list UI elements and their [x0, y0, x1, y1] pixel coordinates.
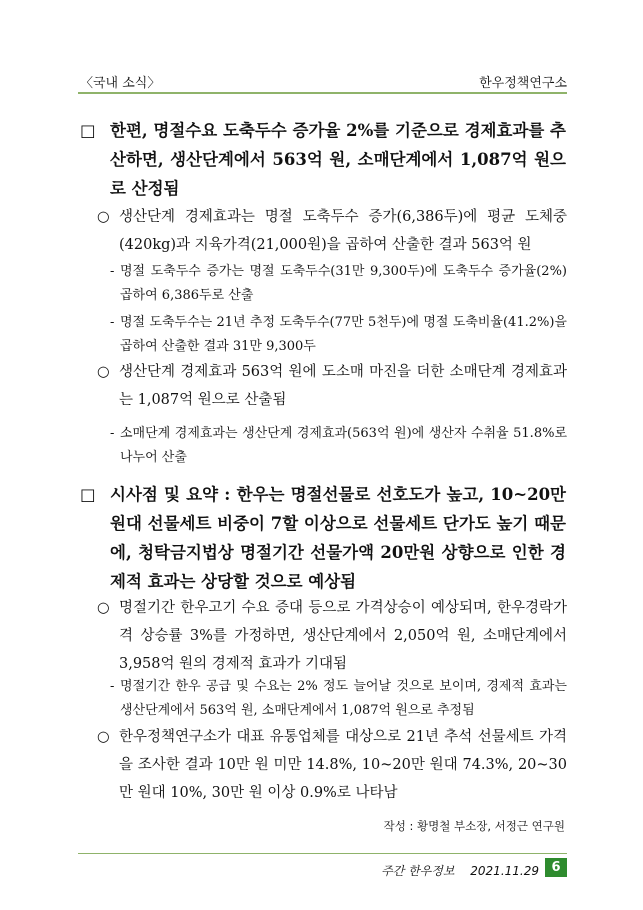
note-supply-demand [110, 675, 567, 723]
dash-bullet-icon: - [110, 315, 115, 330]
bullet-text: 한우정책연구소가 대표 유통업체를 대상으로 21년 추석 선물세트 가격을 조사한 결과 10만 원 미만 14.8%, 10~20만 원대 74.3%, 20~30만 원대 10%, 30만 원 이상 0.9%로 나타남 [119, 729, 567, 801]
section-text: 시사점 및 요약 : 한우는 명절선물로 선호도가 높고, 10~20만 원대 선물세트 비중이 7할 이상으로 선물세트 단가도 높기 때문에, 청탁금지법상 명절기간 선물가액 20만원 상향으로 인한 경제적 효과는 상당할 것으로 예상됨 [110, 485, 566, 591]
note-text: 명절 도축두수 증가는 명절 도축두수(31만 9,300두)에 도축두수 증가율(2%) 곱하여 6,386두로 산출 [120, 264, 567, 303]
circle-bullet-icon: ○ [97, 729, 110, 745]
page-header [80, 72, 567, 92]
bullet-gift-set-survey [97, 723, 567, 807]
header-divider [78, 92, 567, 94]
bullet-text: 생산단계 경제효과는 명절 도축두수 증가(6,386두)에 평균 도체중(420kg)과 지육가격(21,000원)을 곱하여 산출한 결과 563억 원 [119, 209, 567, 253]
author-credit: 작성 : 황명철 부소장, 서정근 연구원 [383, 819, 565, 833]
circle-bullet-icon: ○ [97, 209, 110, 225]
footer-date: 2021.11.29 [470, 864, 539, 878]
note-slaughter-count [110, 311, 567, 359]
note-retail-calculation [110, 422, 567, 470]
note-text: 명절기간 한우 공급 및 수요는 2% 정도 늘어날 것으로 보이며, 경제적 효과는 생산단계에서 563억 원, 소매단계에서 1,087억 원으로 추정됨 [120, 679, 567, 718]
bullet-price-rise [97, 594, 567, 678]
note-slaughter-increase [110, 260, 567, 308]
square-bullet-icon: □ [80, 121, 96, 140]
section-economic-effect [80, 116, 566, 203]
dash-bullet-icon: - [110, 426, 115, 441]
header-section-label: 〈국내 소식〉 [80, 76, 161, 91]
note-text: 명절 도축두수는 21년 추정 도축두수(77만 5천두)에 명절 도축비율(41.2%)을 곱하여 산출한 결과 31만 9,300두 [120, 315, 567, 354]
dash-bullet-icon: - [110, 264, 115, 279]
header-organization: 한우정책연구소 [479, 76, 567, 91]
bullet-text: 생산단계 경제효과 563억 원에 도소매 마진을 더한 소매단계 경제효과는 1,087억 원으로 산출됨 [119, 364, 567, 408]
bullet-production-effect [97, 203, 567, 259]
square-bullet-icon: □ [80, 485, 96, 504]
note-text: 소매단계 경제효과는 생산단계 경제효과(563억 원)에 생산자 수취율 51.8%로 나누어 산출 [120, 426, 567, 465]
circle-bullet-icon: ○ [97, 600, 110, 616]
page-footer [381, 862, 539, 879]
footer-publication-title: 주간 한우정보 [381, 864, 455, 878]
section-text: 한편, 명절수요 도축두수 증가율 2%를 기준으로 경제효과를 추산하면, 생산단계에서 563억 원, 소매단계에서 1,087억 원으로 산정됨 [110, 121, 566, 198]
page-number-badge: 6 [545, 858, 567, 877]
dash-bullet-icon: - [110, 679, 115, 694]
section-summary [80, 480, 566, 596]
circle-bullet-icon: ○ [97, 364, 110, 380]
bullet-retail-effect [97, 358, 567, 414]
bullet-text: 명절기간 한우고기 수요 증대 등으로 가격상승이 예상되며, 한우경락가격 상승률 3%를 가정하면, 생산단계에서 2,050억 원, 소매단계에서 3,958억 원의 경제적 효과가 기대됨 [119, 600, 567, 672]
footer-divider [78, 853, 567, 854]
